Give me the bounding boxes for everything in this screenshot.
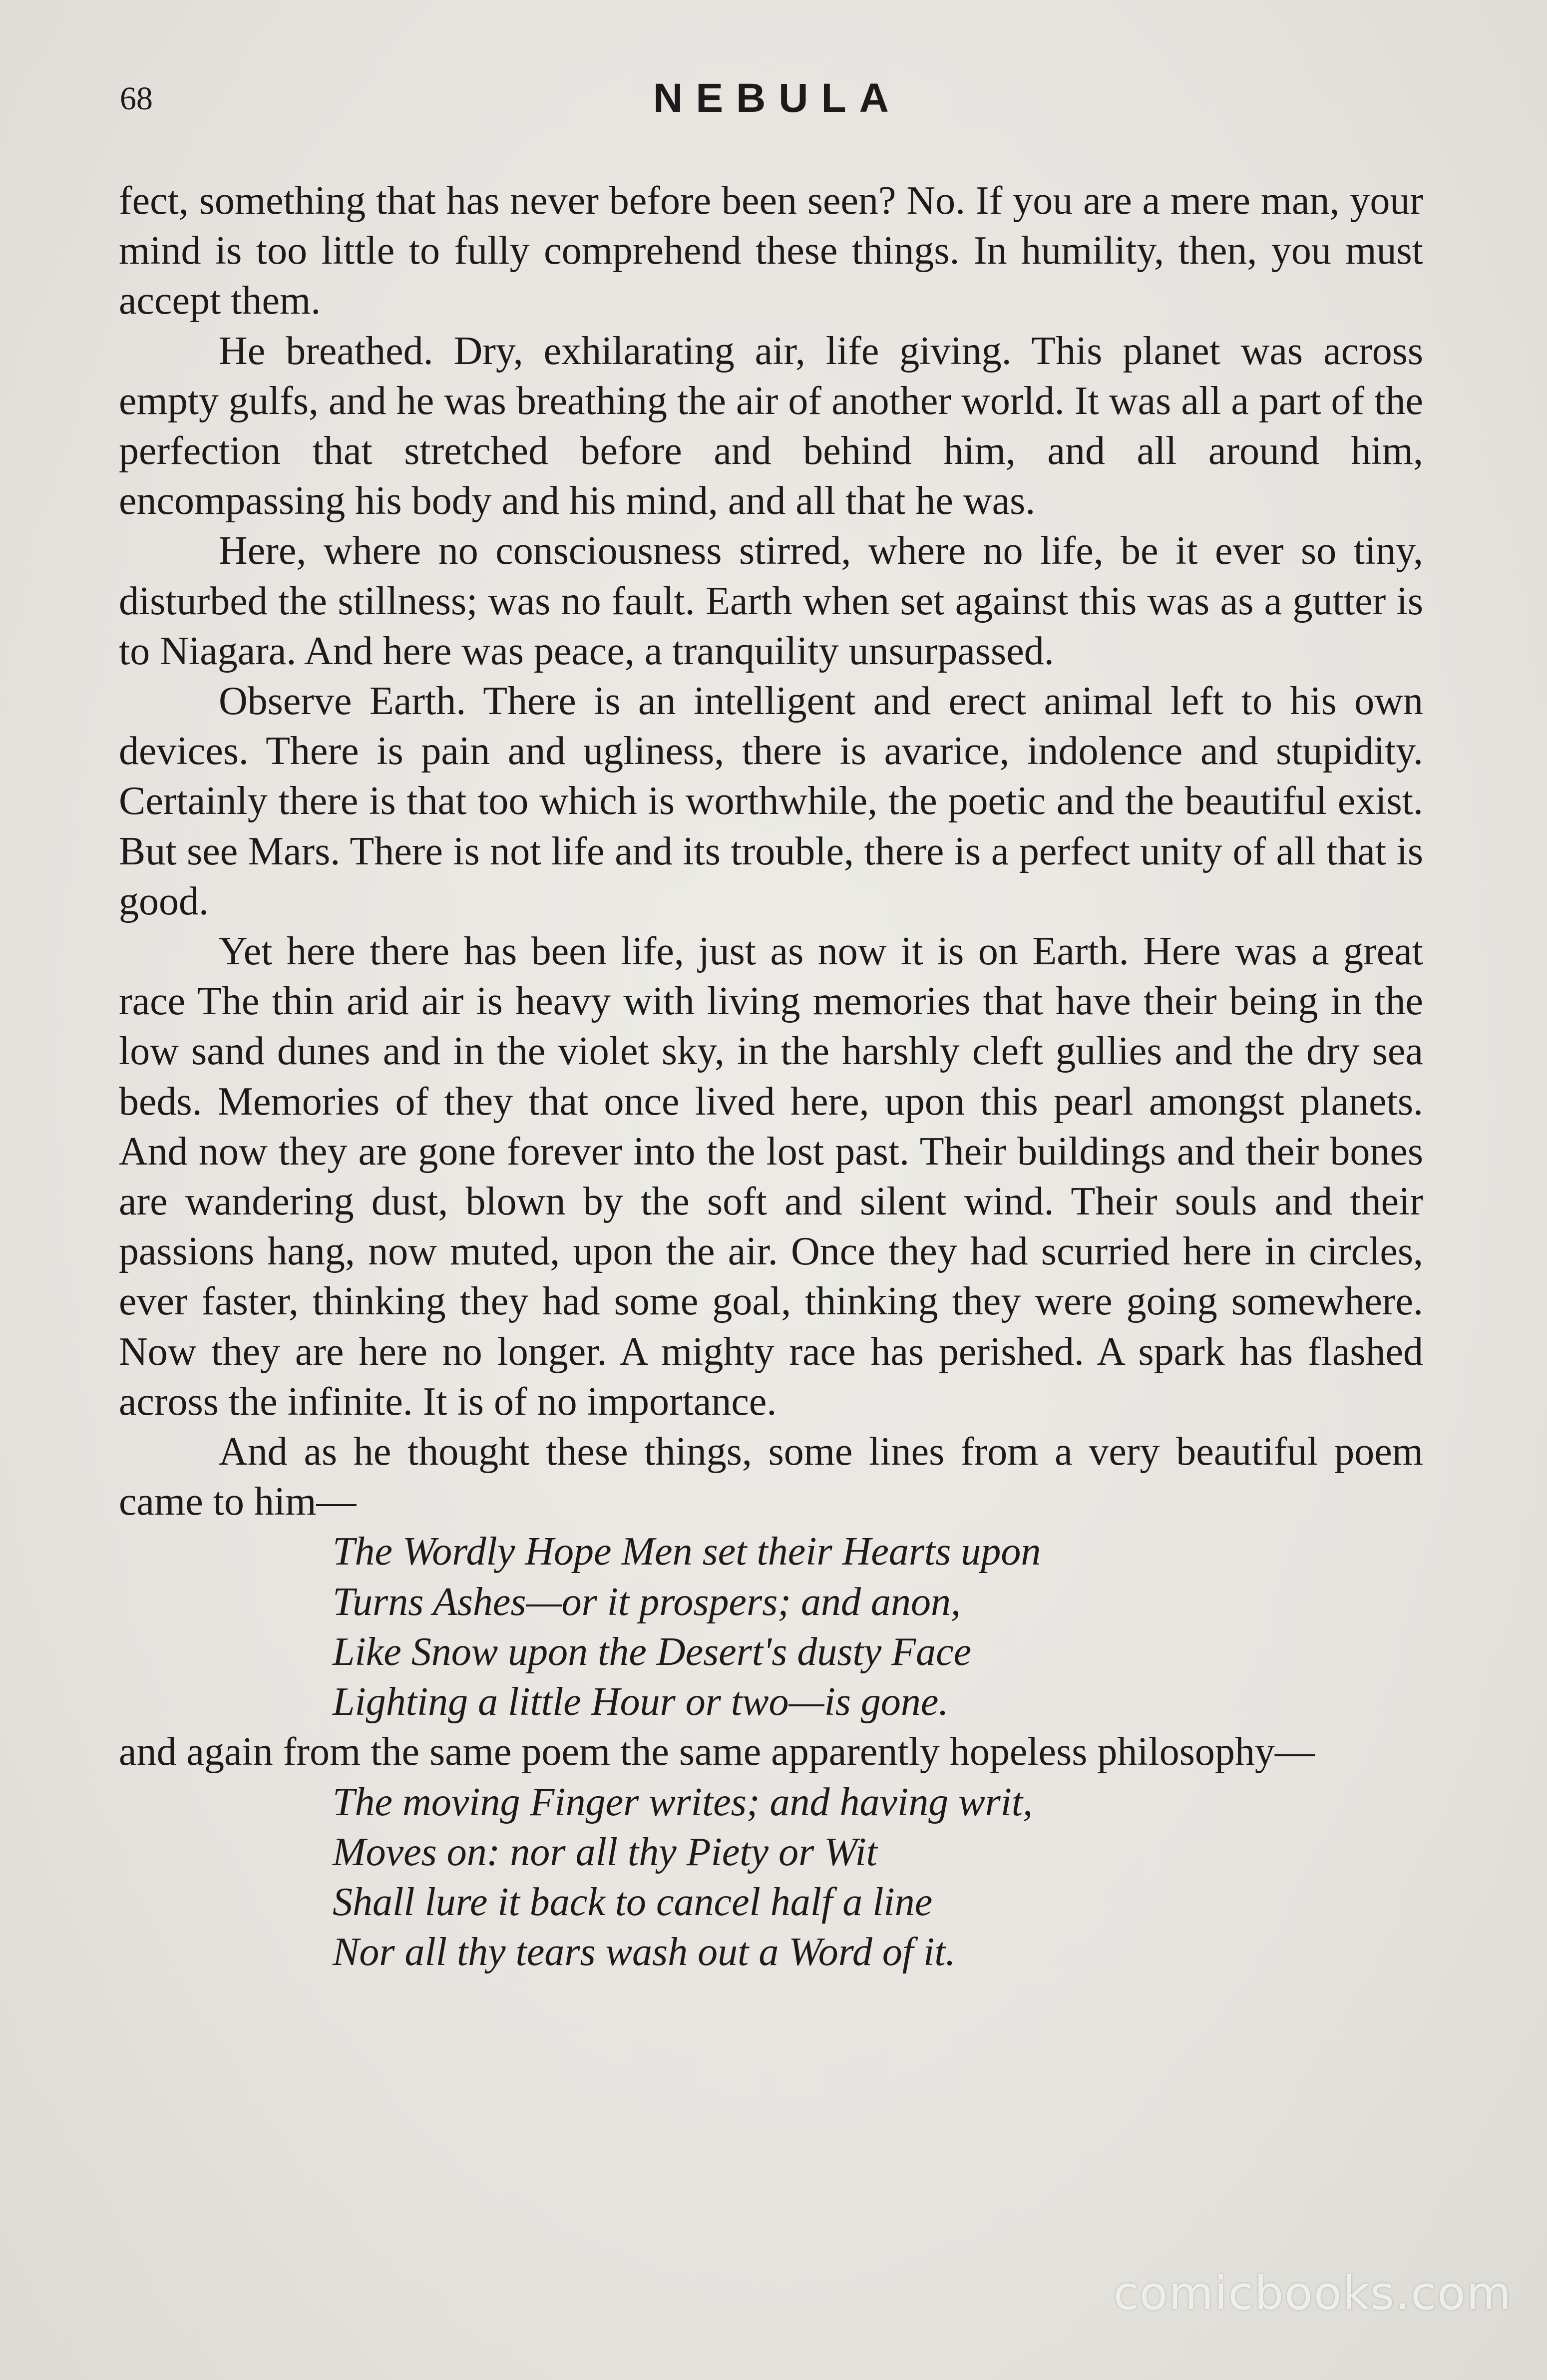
- paragraph: He breathed. Dry, exhilarating air, life giving. This planet was across empty gulfs, and he was breathing the air of another world. It was all a part of the perfection that stretched before and behind him, and all around him, encompassing his body and his mind, and all that he was.: [119, 329, 1423, 523]
- bridge-paragraph: and again from the same poem the same apparently hopeless philosophy—: [119, 1730, 1315, 1774]
- paragraph: Yet here there has been life, just as now it is on Earth. Here was a great race The thin arid air is heavy with living memories that have their being in the low sand dunes and in the violet sky, in the harshly cleft gullies and the dry sea beds. Memories of they that once lived here, upon this pearl amongst planets. And now they are gone forever into the lost past. Their buildings and their bones are wandering dust, blown by the soft and silent wind. Their souls and their passions hang, now muted, upon the air. Once they had scurried here in circles, ever faster, thinking they had some goal, thinking they were going somewhere. Now they are here no longer. A mighty race has perished. A spark has flashed across the infinite. It is of no importance.: [119, 929, 1423, 1424]
- verse-line: Turns Ashes—or it prospers; and anon,: [333, 1580, 961, 1624]
- verse-line: Lighting a little Hour or two—is gone.: [333, 1680, 949, 1724]
- verse-line: Like Snow upon the Desert's dusty Face: [333, 1629, 972, 1674]
- page-number: 68: [120, 80, 153, 117]
- verse-line: Moves on: nor all thy Piety or Wit: [333, 1830, 877, 1874]
- verse-line: Nor all thy tears wash out a Word of it.: [333, 1930, 956, 1975]
- paragraph: And as he thought these things, some lines from a very beautiful poem came to him—: [119, 1430, 1423, 1524]
- verse-line: The moving Finger writes; and having writ,: [333, 1780, 1033, 1824]
- watermark: comicbooks.com: [1113, 2267, 1512, 2320]
- verse-line: Shall lure it back to cancel half a line: [333, 1880, 933, 1924]
- page-header: [120, 75, 1422, 130]
- verse-stanza-1: [119, 1527, 1423, 1727]
- paragraph: fect, something that has never before been seen? No. If you are a mere man, your mind is too little to fully comprehend these things. In humility, then, you must accept them.: [119, 179, 1423, 323]
- running-title: NEBULA: [653, 75, 902, 121]
- verse-stanza-2: [119, 1777, 1423, 1978]
- paragraph: Observe Earth. There is an intelligent and erect animal left to his own devices. There is pain and ugliness, there is avarice, indolence and stupidity. Certainly there is that too which is worthwhile, the poetic and the beautiful exist. But see Mars. There is not life and its trouble, there is a perfect unity of all that is good.: [119, 679, 1423, 923]
- paragraph: Here, where no consciousness stirred, where no life, be it ever so tiny, disturbed the stillness; was no fault. Earth when set against this was as a gutter is to Niagara. And here was peace, a tranquility unsurpassed.: [119, 529, 1423, 673]
- body-text: [119, 176, 1423, 1977]
- verse-line: The Wordly Hope Men set their Hearts upon: [333, 1530, 1041, 1574]
